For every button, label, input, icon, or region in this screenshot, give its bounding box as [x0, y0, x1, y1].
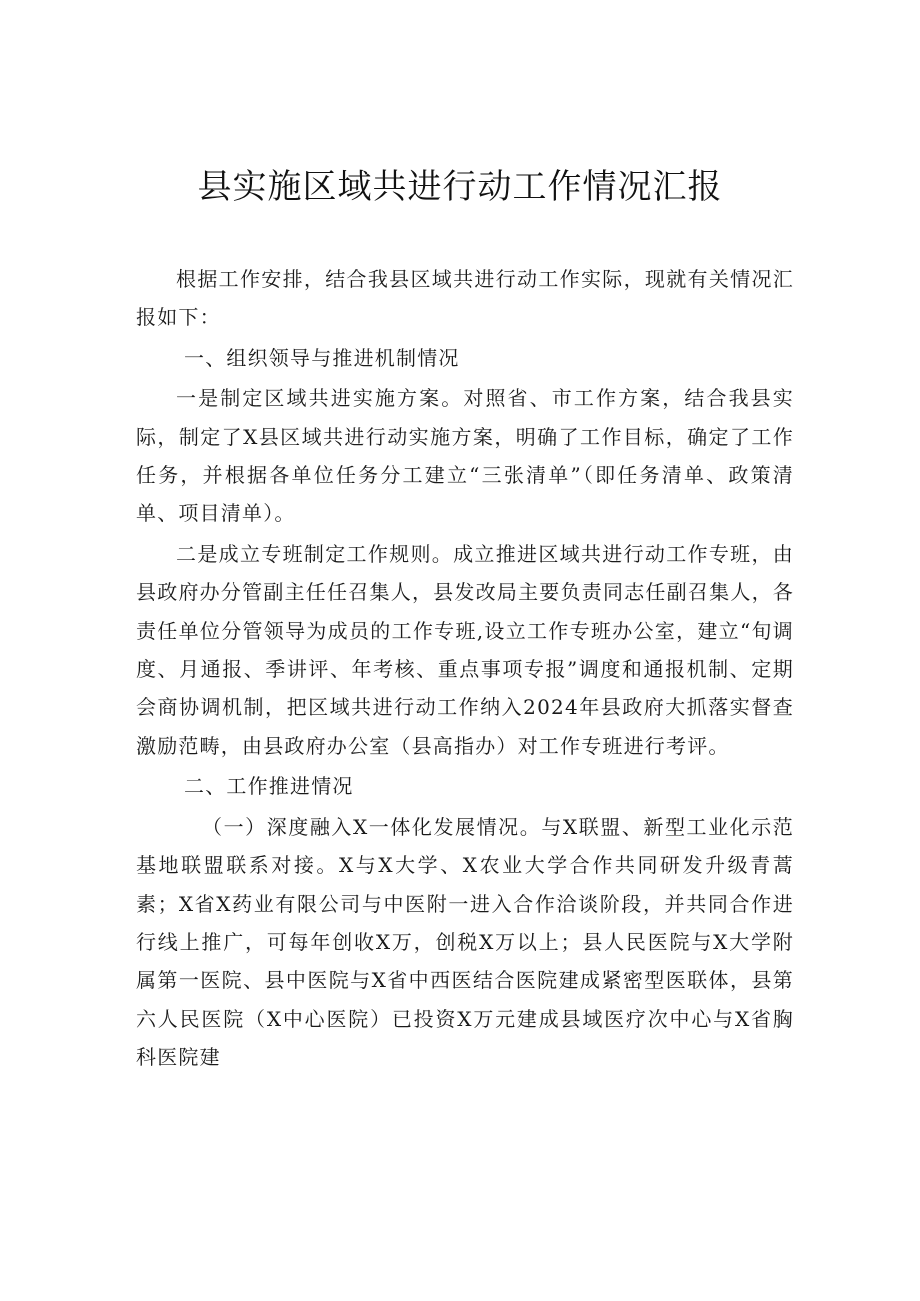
section-1-paragraph-2: 二是成立专班制定工作规则。成立推进区域共进行动工作专班，由县政府办分管副主任任召集人，县发改局主要负责同志任副召集人，各责任单位分管领导为成员的工作专班,设立工作专班办公室，建立“旬调度、月通报、季讲评、年考核、重点事项专报”调度和通报机制、定期会商协调机制，把区域共进行动工作纳入2024年县政府大抓落实督查激励范畴，由县政府办公室（县高指办）对工作专班进行考评。 — [136, 541, 794, 758]
intro-paragraph: 根据工作安排，结合我县区域共进行动工作实际，现就有关情况汇报如下： — [136, 267, 794, 330]
document-body — [136, 260, 794, 1077]
section-1-paragraph-1: 一是制定区域共进实施方案。对照省、市工作方案，结合我县实际，制定了X县区域共进行动实施方案，明确了工作目标，确定了工作任务，并根据各单位任务分工建立“三张清单”（即任务清单、政策清单、项目清单）。 — [136, 386, 794, 526]
document-title: 县实施区域共进行动工作情况汇报 — [197, 167, 723, 207]
section-2-heading: 二、工作推进情况 — [184, 774, 354, 799]
section-2-paragraph-1: （一）深度融入X一体化发展情况。与X联盟、新型工业化示范基地联盟联系对接。X与X大学、X农业大学合作共同研发升级青蒿素；X省X药业有限公司与中医附一进入合作洽谈阶段，并共同合作进行线上推广，可每年创收X万，创税X万以上；县人民医院与X大学附属第一医院、县中医院与X省中西医结合医院建成紧密型医联体，县第六人民医院（X中心医院）已投资X万元建成县域医疗次中心与X省胸科医院建 — [136, 814, 794, 1070]
section-1-heading: 一、组织领导与推进机制情况 — [184, 345, 460, 370]
